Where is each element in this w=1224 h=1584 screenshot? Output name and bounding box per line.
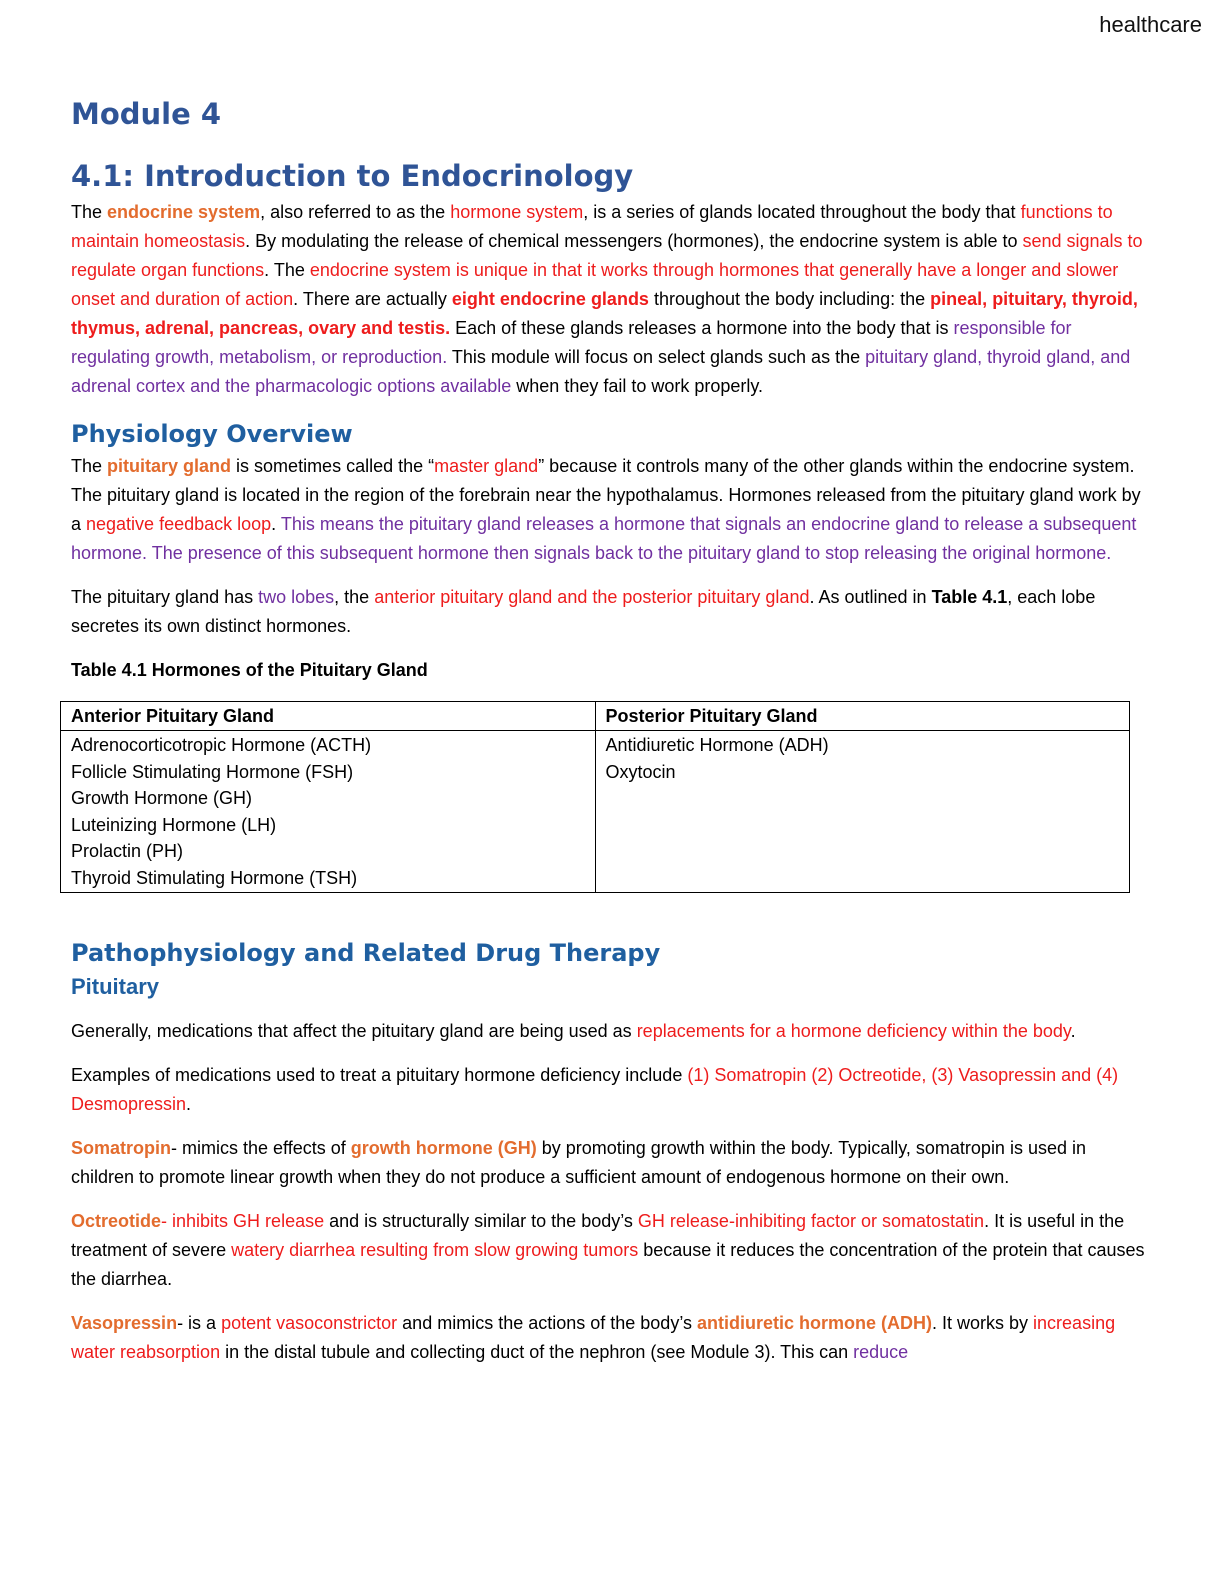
text-run: negative feedback loop xyxy=(86,514,272,534)
hormone-item: Follicle Stimulating Hormone (FSH) xyxy=(71,761,354,782)
physiology-heading: Physiology Overview xyxy=(71,420,353,448)
text-run: master gland xyxy=(434,456,539,476)
text-run: Each of these glands releases a hormone into the body that is xyxy=(450,318,954,338)
text-run: , each lobe secretes its own distinct hormones. xyxy=(71,587,1096,636)
text-run: reduce xyxy=(853,1342,909,1362)
text-run: , the xyxy=(334,587,375,607)
patho-paragraph-examples xyxy=(71,1061,1146,1119)
text-run: , is a series of glands located throughout the body that xyxy=(583,202,1021,222)
table-caption: Table 4.1 Hormones of the Pituitary Gland xyxy=(71,660,428,680)
text-run: . There are actually xyxy=(293,289,452,309)
text-run: Examples of medications used to treat a pituitary hormone deficiency include xyxy=(71,1065,688,1085)
text-run: . xyxy=(271,514,281,534)
text-run: . The xyxy=(264,260,310,280)
text-run: (1) Somatropin (2) Octreotide, (3) Vasopressin and (4) Desmopressin xyxy=(71,1065,1119,1114)
physiology-paragraph-2 xyxy=(71,583,1146,641)
hormone-item: Antidiuretic Hormone (ADH) xyxy=(605,735,829,755)
text-run: - is a xyxy=(177,1313,222,1333)
text-run: The xyxy=(71,456,108,476)
text-run: two lobes xyxy=(258,587,335,607)
text-run: . xyxy=(186,1094,192,1114)
text-run: and is structurally similar to the body’s xyxy=(324,1211,638,1231)
text-run: . It is useful in the treatment of severe xyxy=(71,1211,1125,1260)
text-run: GH release-inhibiting factor or somatostatin xyxy=(637,1211,985,1231)
text-run: Octreotide xyxy=(71,1211,162,1231)
hormones-table xyxy=(60,701,1130,893)
hormone-item: Luteinizing Hormone (LH) xyxy=(71,814,277,835)
text-run: eight endocrine glands xyxy=(451,289,649,309)
intro-paragraph xyxy=(71,198,1146,401)
text-run: when they fail to work properly. xyxy=(511,376,764,396)
text-run: Table 4.1 xyxy=(931,587,1008,607)
text-run: watery diarrhea resulting from slow growing tumors xyxy=(231,1240,639,1260)
section-title: 4.1: Introduction to Endocrinology xyxy=(71,159,634,193)
text-run: in the distal tubule and collecting duct of the nephron (see Module 3). This can xyxy=(220,1342,854,1362)
text-run: Vasopressin xyxy=(71,1313,178,1333)
text-run: ” because it controls many of the other glands within the endocrine system. The pituitary gland is located in the region of the forebrain near the hypothalamus. Hormones released from the pituitary gland work by a xyxy=(71,456,1141,534)
text-run: endocrine system is unique in that it works through hormones that generally have a longer and slower onset and duration of action xyxy=(71,260,1119,309)
patho-paragraph-octreotide xyxy=(71,1207,1146,1294)
hormone-item: Thyroid Stimulating Hormone (TSH) xyxy=(71,867,358,888)
module-title: Module 4 xyxy=(71,97,222,131)
brand-logo-text: healthcare xyxy=(1099,12,1202,37)
hormone-item: Oxytocin xyxy=(605,761,676,782)
text-run: . As outlined in xyxy=(809,587,932,607)
table-row xyxy=(61,731,1130,893)
text-run: increasing water reabsorption xyxy=(71,1313,1116,1362)
patho-paragraph-vasopressin xyxy=(71,1309,1146,1367)
text-run: This module will focus on select glands such as the xyxy=(447,347,866,367)
physiology-paragraph-1 xyxy=(71,452,1146,568)
text-run: functions to maintain homeostasis xyxy=(71,202,1113,251)
document-page xyxy=(71,92,1146,1367)
text-run: and mimics the actions of the body’s xyxy=(397,1313,697,1333)
text-run: Generally, medications that affect the pituitary gland are being used as xyxy=(71,1021,637,1041)
text-run: The pituitary gland has xyxy=(71,587,259,607)
text-run: anterior pituitary gland and the posterior pituitary gland xyxy=(374,587,810,607)
table-header-anterior: Anterior Pituitary Gland xyxy=(61,702,596,731)
text-run: antidiuretic hormone (ADH) xyxy=(697,1313,933,1333)
text-run: is sometimes called the “ xyxy=(231,456,435,476)
text-run: This means the pituitary gland releases a hormone that signals an endocrine gland to release a subsequent hormone. The presence of this subsequent hormone then signals back to the pituitary gland to stop releasing the original hormone. xyxy=(71,514,1137,563)
text-run: endocrine system xyxy=(107,202,261,222)
text-run: because it reduces the concentration of the protein that causes the diarrhea. xyxy=(71,1240,1145,1289)
text-run: send signals to regulate organ functions xyxy=(71,231,1143,280)
hormone-item: Prolactin (PH) xyxy=(71,841,184,861)
pituitary-subheading: Pituitary xyxy=(71,974,160,999)
text-run: by promoting growth within the body. Typically, somatropin is used in children to promote linear growth when they do not produce a sufficient amount of endogenous hormone on their own. xyxy=(71,1138,1086,1187)
text-run: pituitary gland, thyroid gland, and adrenal cortex and the pharmacologic options available xyxy=(71,347,1131,396)
table-header-posterior: Posterior Pituitary Gland xyxy=(595,702,1130,731)
text-run: potent vasoconstrictor xyxy=(221,1313,398,1333)
text-run: pituitary gland xyxy=(107,456,232,476)
text-run: - inhibits GH release xyxy=(161,1211,325,1231)
text-run: hormone system xyxy=(450,202,584,222)
text-run: . By modulating the release of chemical messengers (hormones), the endocrine system is able to xyxy=(245,231,1023,251)
posterior-hormones-cell xyxy=(595,731,1130,893)
anterior-hormones-cell xyxy=(61,731,596,893)
text-run: . xyxy=(1070,1021,1076,1041)
text-run: throughout the body including: the xyxy=(648,289,931,309)
hormone-item: Adrenocorticotropic Hormone (ACTH) xyxy=(71,735,372,755)
text-run: - mimics the effects of xyxy=(171,1138,351,1158)
text-run: The xyxy=(71,202,108,222)
table-header-row xyxy=(61,702,1130,731)
patho-paragraph-general xyxy=(71,1017,1146,1046)
hormone-item: Growth Hormone (GH) xyxy=(71,788,253,808)
text-run: . It works by xyxy=(932,1313,1034,1333)
patho-paragraph-somatropin xyxy=(71,1134,1146,1192)
pathophysiology-heading: Pathophysiology and Related Drug Therapy xyxy=(71,939,661,967)
text-run: replacements for a hormone deficiency within the body xyxy=(636,1021,1071,1041)
text-run: , also referred to as the xyxy=(260,202,451,222)
text-run: growth hormone (GH) xyxy=(350,1138,537,1158)
text-run: Somatropin xyxy=(71,1138,172,1158)
text-run: responsible for regulating growth, metabolism, or reproduction. xyxy=(71,318,1072,367)
text-run: pineal, pituitary, thyroid, thymus, adrenal, pancreas, ovary and testis. xyxy=(71,289,1138,338)
